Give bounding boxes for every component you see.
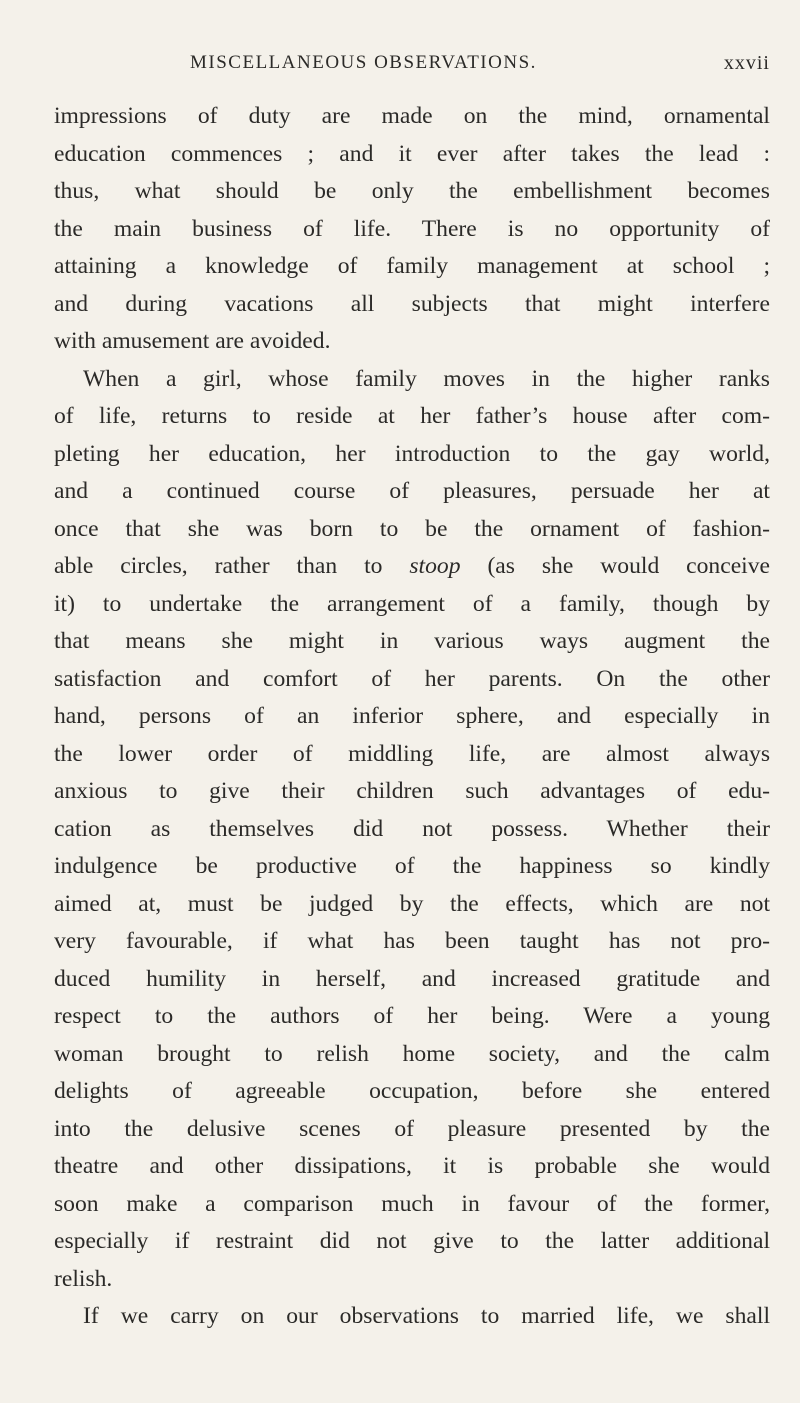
text-line: theatre and other dissipations, it is probable she would	[54, 1153, 770, 1179]
text-line: once that she was born to be the ornament of fashion-	[54, 515, 770, 542]
running-title: MISCELLANEOUS OBSERVATIONS.	[190, 52, 537, 73]
text-line: of life, returns to reside at her father’s house after com-	[54, 403, 770, 429]
text-line: pleting her education, her introduction to the gay world,	[54, 440, 770, 467]
text-line: especially if restraint did not give to the latter additional	[54, 1228, 770, 1254]
italic-word: stoop	[409, 553, 461, 579]
text-line: anxious to give their children such advantages of edu-	[54, 778, 770, 804]
text-line: soon make a comparison much in favour of the former,	[54, 1190, 770, 1217]
text-line: cation as themselves did not possess. Whether their	[54, 815, 770, 842]
text-line: aimed at, must be judged by the effects, which are not	[54, 890, 770, 917]
text-line: duced humility in herself, and increased gratitude and	[54, 965, 770, 992]
text-line: it) to undertake the arrangement of a family, though by	[54, 590, 770, 617]
text-line: attaining a knowledge of family management at school ;	[54, 253, 770, 279]
text-line	[54, 548, 770, 586]
text-line: hand, persons of an inferior sphere, and especially in	[54, 703, 770, 729]
text-line: woman brought to relish home society, and the calm	[54, 1040, 770, 1067]
text-line: respect to the authors of her being. Were a young	[54, 1003, 770, 1029]
text-line: that means she might in various ways augment the	[54, 628, 770, 654]
text-line: If we carry on our observations to married life, we shall	[83, 1303, 770, 1329]
text-line: satisfaction and comfort of her parents. On the other	[54, 665, 770, 692]
text-line: and a continued course of pleasures, persuade her at	[54, 478, 770, 504]
text-line: education commences ; and it ever after takes the lead :	[54, 140, 770, 167]
text-line: very favourable, if what has been taught has not pro-	[54, 928, 770, 954]
text-line-segment: able circles, rather than to	[54, 553, 410, 579]
running-head	[190, 52, 770, 82]
text-line-segment: (as she would conceive	[460, 553, 771, 579]
page-number: xxvii	[723, 52, 770, 74]
text-line: impressions of duty are made on the mind, ornamental	[54, 103, 770, 129]
text-line: into the delusive scenes of pleasure presented by the	[54, 1115, 770, 1142]
text-line: When a girl, whose family moves in the higher ranks	[83, 365, 770, 392]
text-line: indulgence be productive of the happiness so kindly	[54, 853, 770, 879]
text-line: delights of agreeable occupation, before she entered	[54, 1078, 770, 1104]
text-line: the main business of life. There is no opportunity of	[54, 215, 770, 242]
text-line: the lower order of middling life, are almost always	[54, 740, 770, 767]
text-line: thus, what should be only the embellishment becomes	[54, 178, 770, 204]
text-line: relish.	[54, 1265, 113, 1292]
body-text	[54, 98, 770, 1336]
text-line: and during vacations all subjects that might interfere	[54, 290, 770, 317]
text-line: with amusement are avoided.	[54, 328, 331, 354]
